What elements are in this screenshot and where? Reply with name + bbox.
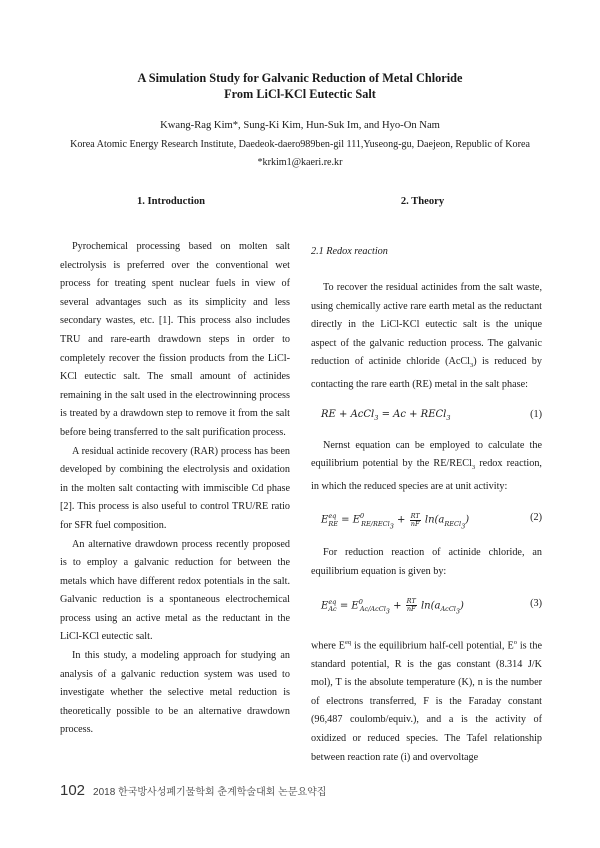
equation-2-number: (2) bbox=[530, 512, 542, 524]
right-column bbox=[311, 196, 542, 767]
affiliation: Korea Atomic Energy Research Institute, Daedeok-daero989ben-gil 111,Yuseong-gu, Daejeon, Republic of Korea bbox=[70, 139, 530, 150]
authors: Kwang-Rag Kim*, Sung-Ki Kim, Hun-Suk Im, and Hyo-On Nam bbox=[160, 120, 440, 131]
theory-paragraph-4: where $E^{eq}$ is the equilibrium half-cell potential, $E^o$ is the standard potential, R is the gas constant (8.314 J/K mol), T is the absolute temperature (K), n is the number of electrons transferred, F is the Faraday constant (96,487 coulomb/equiv.), and a is the activity of oxidized or reduced species. The Tafel relationship between reaction rate (i) and overvoltage bbox=[311, 638, 542, 763]
equation-3-formula: $E^{eq}_{Ac} = E^0_{Ac/AcCl_3}$ + $\frac{RT}{nF}$ $\ln(a_{AcCl_3})$ bbox=[321, 596, 464, 616]
equation-3-number: (3) bbox=[530, 597, 542, 609]
left-column bbox=[60, 196, 290, 740]
title-line-1: A Simulation Study for Galvanic Reduction of Metal Chloride bbox=[137, 71, 463, 85]
equation-2-formula: $E^{eq}_{RE} = E^0_{RE/RECl_3}$ + $\frac{RT}{nF}$ $\ln(a_{RECl_3})$ bbox=[321, 511, 470, 531]
paper-title bbox=[0, 70, 600, 102]
equation-1-number: (1) bbox=[530, 408, 542, 420]
theory-paragraph-3: For reduction reaction of actinide chloride, an equilibrium equation is given by: bbox=[311, 547, 542, 577]
page-footer bbox=[60, 782, 326, 799]
redox-subheading: 2.1 Redox reaction bbox=[311, 246, 388, 257]
theory-paragraph-1: To recover the residual actinides from the salt waste, using chemically active rare earth metal as the reductant directly in the LiCl-KCl eutectic salt is the unique aspect of the galvanic reduction process. The galvanic reduction of actinide chloride (AcCl$_3$) is reduced by contacting the rare earth (RE) metal in the salt phase: bbox=[311, 282, 542, 390]
equation-1-formula: RE + AcCl$_3$ = Ac + RECl$_3$ bbox=[321, 408, 451, 422]
theory-heading: 2. Theory bbox=[400, 196, 445, 207]
intro-paragraph-4: In this study, a modeling approach for studying an analysis of a galvanic reduction system was used to investigate whether the selective metal reduction is theoretically possible to be an alternative drawdown process. bbox=[60, 650, 290, 736]
introduction-heading: 1. Introduction bbox=[136, 196, 206, 207]
intro-paragraph-1: Pyrochemical processing based on molten salt electrolysis is preferred over the conventional wet process for treating spent nuclear fuels in view of several advantages such as its simplicity and less secondary wastes, etc. [1]. This process also includes TRU and rare-earth drawdown steps in order to completely recover the fission products from the LiCl-KCl eutectic salt. The small amount of actinides remaining in the salt used in the electrowinning process is treated by a drawdown step to remove it from the salt before being transferred to the salt purification process. bbox=[60, 241, 290, 438]
intro-paragraph-2: A residual actinide recovery (RAR) process has been developed by combining the electrolysis and oxidation in the molten salt contacting with immiscible Cd phase [2]. This process is also useful to control TRU/RE ratio for SFR fuel composition. bbox=[60, 445, 290, 531]
intro-paragraph-3: An alternative drawdown process recently proposed is to employ a galvanic reduction for between the metals which have different redox potentials in the salt. Galvanic reduction is a spontaneous electrochemical process using an active metal as the reductant in the LiCl-KCl eutectic salt. bbox=[60, 538, 290, 643]
email: *krkim1@kaeri.re.kr bbox=[257, 157, 343, 168]
equation-1 bbox=[311, 401, 542, 433]
page-number: 102 bbox=[60, 782, 86, 799]
footer-text: 2018 한국방사성폐기물학회 춘계학술대회 논문요약집 bbox=[93, 787, 327, 798]
equation-3 bbox=[311, 590, 542, 622]
title-line-2: From LiCl-KCl Eutectic Salt bbox=[224, 87, 376, 101]
theory-paragraph-2: Nernst equation can be employed to calculate the equilibrium potential by the RE/RECl$_3$ redox reaction, in which the reduced species are at unit activity: bbox=[311, 439, 542, 492]
equation-2 bbox=[311, 504, 542, 536]
